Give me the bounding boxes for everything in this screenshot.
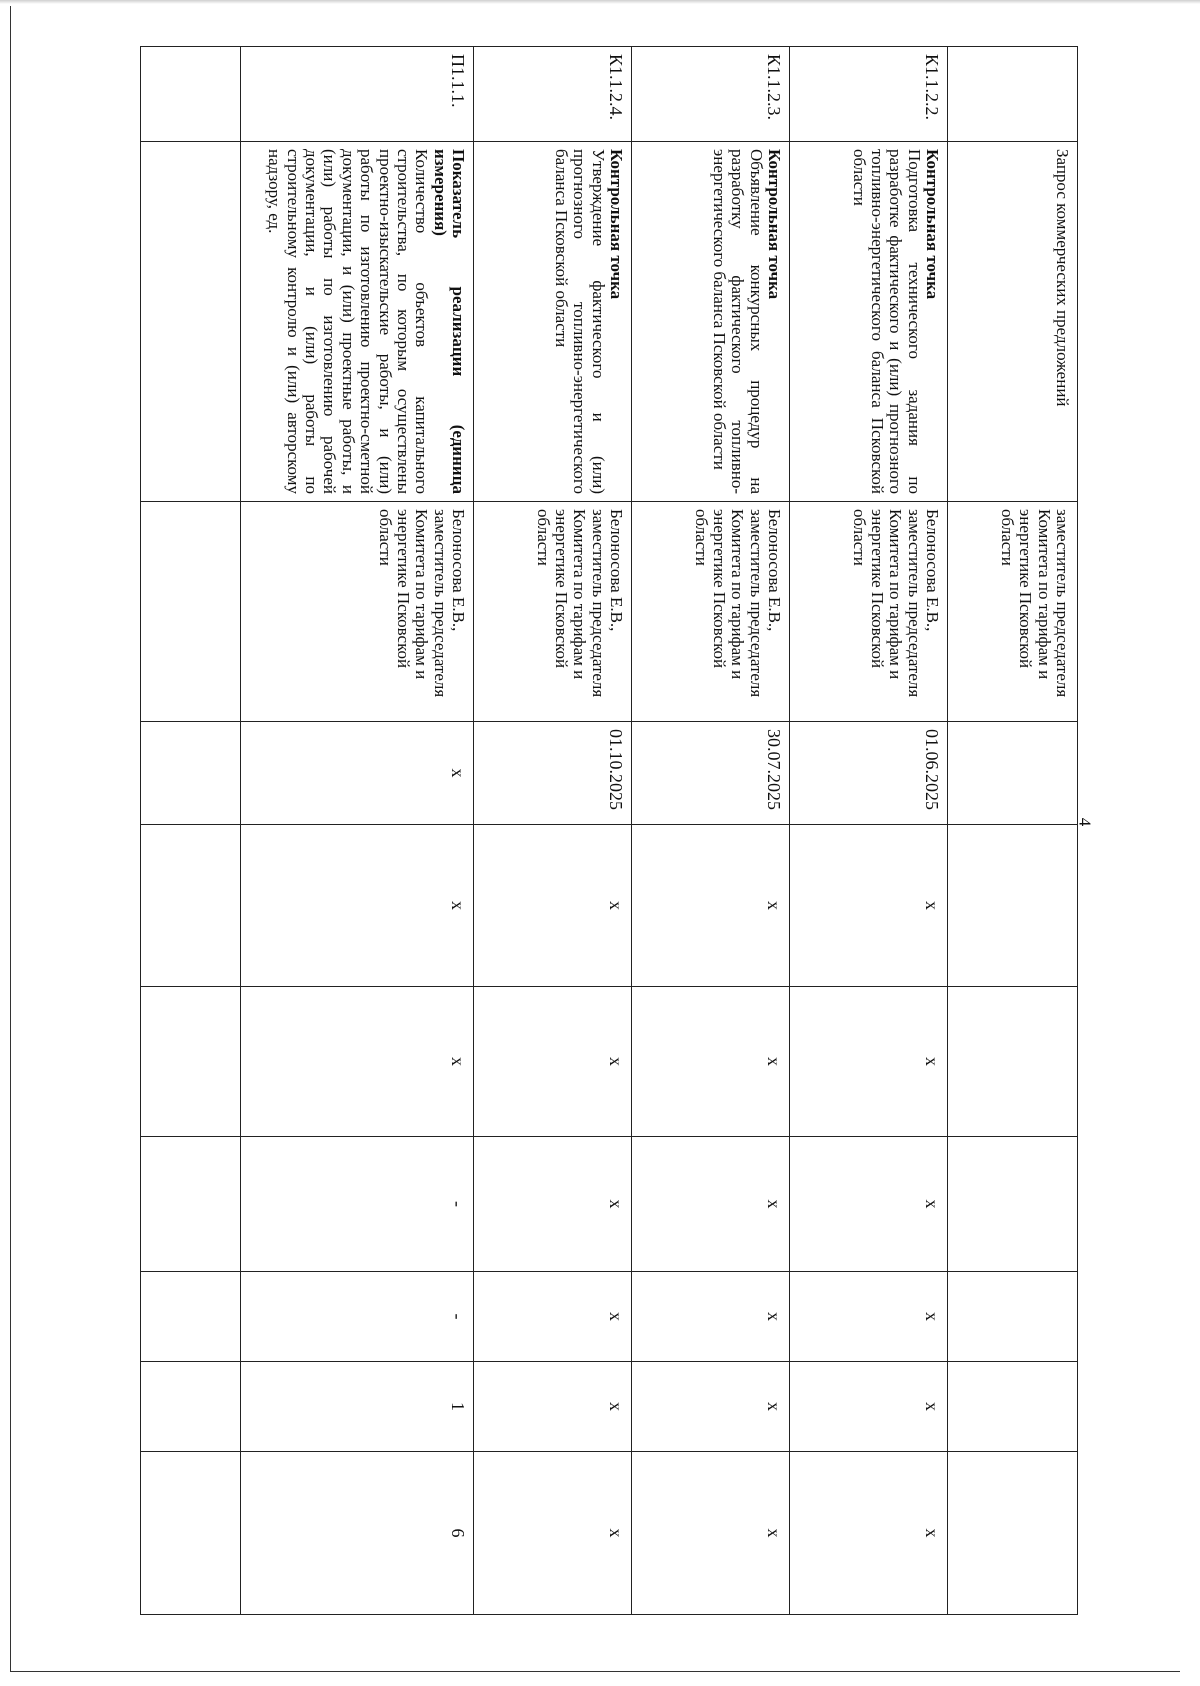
row-responsible: Белоносова Е.В., заместитель председателя Комитета по тарифам и энергетике Псковской области <box>790 502 948 722</box>
row-cell <box>948 1452 1078 1615</box>
row-code <box>948 47 1078 142</box>
row-cell: x <box>632 1137 790 1272</box>
row-cell <box>948 1137 1078 1272</box>
row-description: Запрос коммерческих предложений <box>948 142 1078 502</box>
row-cell: x <box>790 1452 948 1615</box>
scan-edge <box>0 0 1200 4</box>
row-cell <box>141 825 241 987</box>
row-code: К1.1.2.4. <box>474 47 632 142</box>
row-responsible: Белоносова Е.В., заместитель председателя Комитета по тарифам и энергетике Псковской области <box>474 502 632 722</box>
row-cell: x <box>632 825 790 987</box>
row-cell: x <box>632 1272 790 1362</box>
row-cell: x <box>790 825 948 987</box>
row-responsible: Белоносова Е.В., заместитель председателя Комитета по тарифам и энергетике Псковской области <box>241 502 474 722</box>
row-code: К1.1.2.3. <box>632 47 790 142</box>
row-cell: x <box>474 1452 632 1615</box>
row-date: 01.06.2025 <box>790 722 948 825</box>
row-cell: - <box>241 1272 474 1362</box>
row-description <box>141 142 241 502</box>
row-cell <box>141 987 241 1137</box>
row-cell: x <box>241 987 474 1137</box>
row-date <box>948 722 1078 825</box>
row-description: Контрольная точка Утверждение фактического и (или) прогнозного топливно-энергетического баланса Псковской области <box>474 142 632 502</box>
row-cell <box>948 1362 1078 1452</box>
row-cell: x <box>474 1272 632 1362</box>
row-cell <box>948 987 1078 1137</box>
row-cell <box>141 1452 241 1615</box>
table-row <box>948 47 1078 1615</box>
row-cell <box>948 1272 1078 1362</box>
table-row <box>474 47 632 1615</box>
row-cell <box>141 1362 241 1452</box>
row-description: Контрольная точка Объявление конкурсных процедур на разработку фактического топливно-энергетического баланса Псковской области <box>632 142 790 502</box>
table-row <box>141 47 241 1615</box>
row-description: Контрольная точка Подготовка технического задания по разработке фактического и (или) прогнозного топливно-энергетического баланса Псковской области <box>790 142 948 502</box>
table-row <box>632 47 790 1615</box>
row-cell: x <box>790 987 948 1137</box>
row-date: 30.07.2025 <box>632 722 790 825</box>
row-cell: x <box>632 1362 790 1452</box>
row-cell: 1 <box>241 1362 474 1452</box>
row-cell: x <box>474 1137 632 1272</box>
row-date: 01.10.2025 <box>474 722 632 825</box>
row-responsible: Белоносова Е.В., заместитель председателя Комитета по тарифам и энергетике Псковской области <box>632 502 790 722</box>
row-responsible: заместитель председателя Комитета по тарифам и энергетике Псковской области <box>948 502 1078 722</box>
row-code <box>141 47 241 142</box>
row-cell: x <box>790 1137 948 1272</box>
row-cell: 6 <box>241 1452 474 1615</box>
row-code: П1.1.1. <box>241 47 474 142</box>
rotated-plan-table <box>141 46 1078 1614</box>
row-date: х <box>241 722 474 825</box>
row-cell <box>948 825 1078 987</box>
table-row <box>241 47 474 1615</box>
row-code: К1.1.2.2. <box>790 47 948 142</box>
row-cell: x <box>632 1452 790 1615</box>
row-cell: x <box>632 987 790 1137</box>
row-cell: x <box>790 1272 948 1362</box>
row-cell: x <box>790 1362 948 1452</box>
row-cell <box>141 1137 241 1272</box>
row-cell: - <box>241 1137 474 1272</box>
row-cell <box>141 1272 241 1362</box>
row-description: Показатель реализации (единица измерения) Количество объектов капитального строительства, по которым осуществлены проектно-изыскательские работы, и (или) работы по изготовлению проектно-сметной документации, и (или) проектные работы, и (или) работы по изготовлению рабочей документации, и (или) работы по строительному контролю и (или) авторскому надзору, ед. <box>241 142 474 502</box>
row-cell: x <box>241 825 474 987</box>
row-cell: x <box>474 825 632 987</box>
row-date <box>141 722 241 825</box>
table-row <box>790 47 948 1615</box>
row-cell: x <box>474 987 632 1137</box>
row-responsible <box>141 502 241 722</box>
plan-table <box>140 46 1078 1615</box>
row-cell: x <box>474 1362 632 1452</box>
page-number: 4 <box>1075 817 1095 827</box>
